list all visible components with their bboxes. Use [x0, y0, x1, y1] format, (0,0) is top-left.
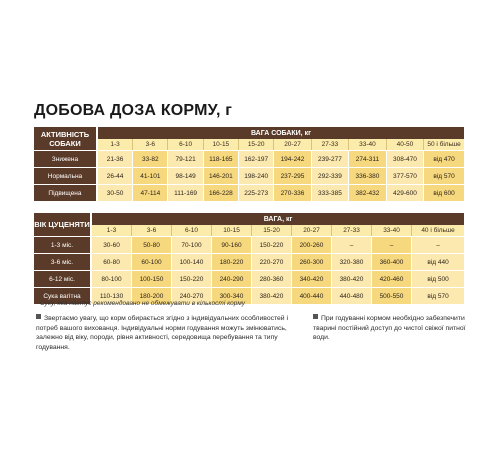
puppy-cell: від 440 — [412, 253, 464, 270]
adult-cell: 33-82 — [133, 150, 168, 167]
puppy-cell: 400-440 — [292, 287, 332, 304]
adult-range-header: 10-15 — [204, 139, 239, 150]
adult-cell: 118-165 — [204, 150, 239, 167]
adult-weight-header: ВАГА СОБАКИ, кг — [98, 127, 464, 139]
puppy-range-header: 1-3 — [92, 225, 132, 236]
adult-cell: 166-228 — [204, 184, 239, 201]
table-row — [34, 253, 464, 270]
footnote: Суку, яка лактує рекомендовано не обмежувати в кількості корму — [40, 300, 245, 307]
bullet-icon — [36, 314, 41, 319]
adult-range-header: 40-50 — [387, 139, 424, 150]
puppy-cell: 320-380 — [332, 253, 372, 270]
table-row — [34, 184, 464, 201]
adult-range-header: 50 і більше — [424, 139, 464, 150]
puppy-cell: 240-290 — [212, 270, 252, 287]
puppy-cell: 90-160 — [212, 236, 252, 253]
puppy-range-header: 40 і більше — [412, 225, 464, 236]
puppy-range-row — [34, 225, 464, 236]
puppy-cell: 180-200 — [132, 287, 172, 304]
adult-cell: 239-277 — [312, 150, 349, 167]
puppy-cell: 500-550 — [372, 287, 412, 304]
puppy-cell: 280-360 — [252, 270, 292, 287]
adult-cell: 41-101 — [133, 167, 168, 184]
puppy-cell: 110-130 — [92, 287, 132, 304]
adult-cell: 79-121 — [168, 150, 203, 167]
adult-cell: 111-169 — [168, 184, 203, 201]
adult-cell: 237-295 — [274, 167, 311, 184]
right-info — [313, 314, 468, 343]
adult-cell: від 470 — [424, 150, 464, 167]
adult-cell: 21-36 — [98, 150, 133, 167]
adult-range-header: 33-40 — [349, 139, 386, 150]
puppy-cell: 70-100 — [172, 236, 212, 253]
puppy-cell: 50-80 — [132, 236, 172, 253]
puppy-cell: 100-150 — [132, 270, 172, 287]
puppy-cell: – — [332, 236, 372, 253]
left-info — [36, 314, 291, 352]
puppy-range-header: 33-40 — [372, 225, 412, 236]
puppy-cell: 30-60 — [92, 236, 132, 253]
adult-cell: від 600 — [424, 184, 464, 201]
adult-feeding-table — [34, 127, 464, 201]
adult-cell: 98-149 — [168, 167, 203, 184]
puppy-cell: 360-400 — [372, 253, 412, 270]
adult-range-header: 15-20 — [239, 139, 274, 150]
adult-cell: 308-470 — [387, 150, 424, 167]
puppy-row-label: 3-6 міс. — [34, 253, 92, 270]
adult-cell: 146-201 — [204, 167, 239, 184]
adult-cell: 225-273 — [239, 184, 274, 201]
adult-cell: 429-600 — [387, 184, 424, 201]
puppy-row-label: 1-3 міс. — [34, 236, 92, 253]
puppy-cell: 60-100 — [132, 253, 172, 270]
puppy-cell: 380-420 — [332, 270, 372, 287]
puppy-range-header: 20-27 — [292, 225, 332, 236]
puppy-cell: 150-220 — [172, 270, 212, 287]
puppy-cell: 440-480 — [332, 287, 372, 304]
puppy-cell: від 570 — [412, 287, 464, 304]
puppy-cell: 150-220 — [252, 236, 292, 253]
puppy-cell: 260-300 — [292, 253, 332, 270]
puppy-row-label: 6-12 міс. — [34, 270, 92, 287]
left-info-text: Звертаємо увагу, що корм обирається згідно з індивідуальних особливостей і потреб вашого вихованця. Індивідуальні норми годування можуть змінюватись, залежно від віку, породи, рівня активності, середовища перебування та типу годування. — [36, 315, 289, 351]
adult-range-header: 27-33 — [312, 139, 349, 150]
adult-row-label: Знижена — [34, 150, 98, 167]
puppy-range-header: 3-6 — [132, 225, 172, 236]
adult-cell: 194-242 — [274, 150, 311, 167]
bullet-icon — [313, 314, 318, 319]
adult-cell: 333-385 — [312, 184, 349, 201]
puppy-range-header: 15-20 — [252, 225, 292, 236]
puppy-cell: 340-420 — [292, 270, 332, 287]
adult-row-label: Підвищена — [34, 184, 98, 201]
puppy-corner-label: ВІК ЦУЦЕНЯТИ — [34, 213, 92, 236]
puppy-feeding-table — [34, 213, 464, 304]
puppy-cell: 220-270 — [252, 253, 292, 270]
puppy-range-header: 10-15 — [212, 225, 252, 236]
puppy-cell: 180-220 — [212, 253, 252, 270]
adult-cell: 198-240 — [239, 167, 274, 184]
table-row — [34, 167, 464, 184]
adult-cell: 274-311 — [349, 150, 386, 167]
puppy-cell: 60-80 — [92, 253, 132, 270]
puppy-cell: 80-100 — [92, 270, 132, 287]
puppy-cell: від 500 — [412, 270, 464, 287]
puppy-cell: 300-340 — [212, 287, 252, 304]
puppy-cell: 420-460 — [372, 270, 412, 287]
puppy-cell: 380-420 — [252, 287, 292, 304]
puppy-range-header: 6-10 — [172, 225, 212, 236]
adult-range-header: 3-6 — [133, 139, 168, 150]
adult-corner-label: АКТИВНІСТЬ СОБАКИ — [34, 127, 98, 150]
adult-range-header: 1-3 — [98, 139, 133, 150]
adult-cell: 292-339 — [312, 167, 349, 184]
adult-cell: 270-336 — [274, 184, 311, 201]
adult-cell: 30-50 — [98, 184, 133, 201]
puppy-cell: 100-140 — [172, 253, 212, 270]
table-row — [34, 150, 464, 167]
puppy-cell: – — [412, 236, 464, 253]
adult-cell: 382-432 — [349, 184, 386, 201]
puppy-header-row — [34, 213, 464, 225]
puppy-cell: 200-260 — [292, 236, 332, 253]
page-title: ДОБОВА ДОЗА КОРМУ, г — [34, 102, 233, 119]
adult-cell: 162-197 — [239, 150, 274, 167]
puppy-row-label: Сука вагітна — [34, 287, 92, 304]
adult-range-header: 20-27 — [274, 139, 311, 150]
right-info-text: При годуванні кормом необхідно забезпечити тварині постійний доступ до чистої свіжої питної води. — [313, 315, 466, 341]
table-row — [34, 270, 464, 287]
adult-cell: від 570 — [424, 167, 464, 184]
puppy-range-header: 27-33 — [332, 225, 372, 236]
adult-cell: 336-380 — [349, 167, 386, 184]
puppy-cell: 240-270 — [172, 287, 212, 304]
adult-cell: 47-114 — [133, 184, 168, 201]
adult-cell: 26-44 — [98, 167, 133, 184]
adult-row-label: Нормальна — [34, 167, 98, 184]
puppy-weight-header: ВАГА, кг — [92, 213, 464, 225]
adult-range-row — [34, 139, 464, 150]
adult-range-header: 6-10 — [168, 139, 203, 150]
puppy-cell: – — [372, 236, 412, 253]
adult-header-row — [34, 127, 464, 139]
adult-cell: 377-570 — [387, 167, 424, 184]
table-row — [34, 236, 464, 253]
